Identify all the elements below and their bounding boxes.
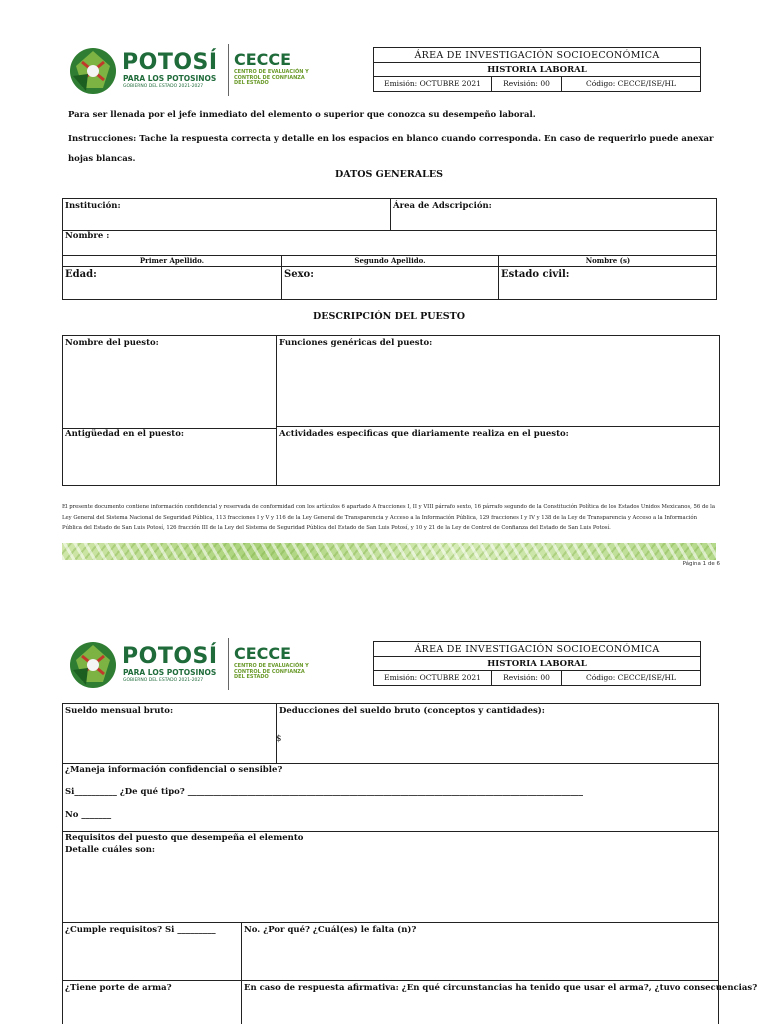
cecce-logo-text: CECCE: [234, 644, 292, 663]
dollar-sign: $: [276, 734, 282, 744]
no-field[interactable]: No _______: [65, 810, 112, 820]
cumple-requisitos-field[interactable]: ¿Cumple requisitos? Si _________: [65, 925, 216, 935]
area-title: ÁREA DE INVESTIGACIÓN SOCIOECONÓMICA: [374, 48, 700, 63]
potosi-logo-sub: PARA LOS POTOSINOS: [123, 668, 217, 677]
doc-title: HISTORIA LABORAL: [374, 657, 700, 671]
page-number: Página 1 de 6: [682, 561, 720, 567]
no-porque-field[interactable]: No. ¿Por qué? ¿Cuál(es) le falta (n)?: [244, 925, 417, 935]
header-logos: [68, 44, 313, 104]
doc-title: HISTORIA LABORAL: [374, 63, 700, 77]
requisitos-label: Requisitos del puesto que desempeña el elemento: [65, 833, 304, 843]
instructions-text: Instrucciones: Tache la respuesta correcta y detalle en los espacios en blanco cuando corresponda. En caso de requerirlo puede anexar hojas blancas.: [68, 134, 714, 164]
institucion-field[interactable]: Institución:: [65, 201, 121, 211]
antiguedad-field[interactable]: Antigüedad en el puesto:: [65, 429, 185, 439]
logo-divider: [228, 44, 229, 96]
document-header-box: [373, 47, 701, 92]
page2-form-table: [62, 703, 758, 1024]
segundo-apellido-label: Segundo Apellido.: [354, 256, 426, 265]
porte-arma-field[interactable]: ¿Tiene porte de arma?: [65, 983, 172, 993]
revision: Revisión: 00: [492, 77, 562, 91]
potosi-logo-sub2: GOBIERNO DEL ESTADO 2021-2027: [123, 678, 204, 683]
funciones-field[interactable]: Funciones genéricas del puesto:: [279, 338, 433, 348]
estado-civil-field[interactable]: Estado civil:: [501, 269, 570, 280]
intro-text: Para ser llenada por el jefe inmediato del elemento o superior que conozca su desempeño laboral.: [68, 110, 536, 120]
circunstancias-field[interactable]: En caso de respuesta afirmativa: ¿En qué circunstancias ha tenido que usar el arma?, ¿tuvo consecuencias?: [244, 983, 758, 993]
sexo-field[interactable]: Sexo:: [284, 269, 314, 280]
sueldo-field[interactable]: Sueldo mensual bruto:: [65, 706, 174, 716]
descripcion-table: [62, 335, 720, 486]
descripcion-puesto-title: DESCRIPCIÓN DEL PUESTO: [313, 311, 465, 322]
emision: Emisión: OCTUBRE 2021: [374, 77, 492, 91]
cecce-logo-sub: CENTRO DE EVALUACIÓN Y CONTROL DE CONFIANZA DEL ESTADO: [234, 69, 309, 86]
decorative-band: [62, 543, 716, 560]
potosi-logo-sub: PARA LOS POTOSINOS: [123, 74, 217, 83]
cecce-logo-text: CECCE: [234, 50, 292, 69]
logo-divider: [228, 638, 229, 690]
codigo: Código: CECCE/ISE/HL: [586, 673, 676, 682]
datos-generales-title: DATOS GENERALES: [335, 169, 443, 180]
potosi-logo-text: POTOSÍ: [122, 644, 218, 669]
si-tipo-field[interactable]: Si__________ ¿De qué tipo? _____________________________________________________________________________________________: [65, 787, 583, 797]
area-adscripcion-field[interactable]: Área de Adscripción:: [393, 201, 492, 211]
potosi-logo-text: POTOSÍ: [122, 50, 218, 75]
datos-generales-table: [62, 198, 717, 300]
detalle-field[interactable]: Detalle cuáles son:: [65, 845, 156, 855]
emision: Emisión: OCTUBRE 2021: [374, 671, 492, 685]
codigo: Código: CECCE/ISE/HL: [586, 79, 676, 88]
actividades-field[interactable]: Actividades especificas que diariamente realiza en el puesto:: [279, 429, 569, 439]
primer-apellido-label: Primer Apellido.: [139, 256, 205, 265]
deducciones-field[interactable]: Deducciones del sueldo bruto (conceptos y cantidades):: [279, 706, 545, 716]
edad-field[interactable]: Edad:: [65, 269, 97, 280]
potosi-logo-sub2: GOBIERNO DEL ESTADO 2021-2027: [123, 84, 204, 89]
maneja-info-question: ¿Maneja información confidencial o sensible?: [65, 765, 283, 775]
potosi-emblem-icon: [68, 46, 118, 96]
nombre-field[interactable]: Nombre :: [65, 231, 110, 241]
area-title: ÁREA DE INVESTIGACIÓN SOCIOECONÓMICA: [374, 642, 700, 657]
revision: Revisión: 00: [492, 671, 562, 685]
potosi-emblem-icon: [68, 640, 118, 690]
nombres-label: Nombre (s): [585, 256, 631, 265]
nombre-puesto-field[interactable]: Nombre del puesto:: [65, 338, 159, 348]
legal-notice: El presente documento contiene información confidencial y reservada de conformidad con los artículos 6 apartado A fracciones I, II y VIII párrafo sexto, 16 párrafo segundo de la Constitución Política de los Estados Unidos Mexicanos, 56 de la Ley General del Sistema Nacional de Seguridad Pública, 113 fracciones I y V y 116 de la Ley General de Transparencia y Acceso a la Información Pública, 129 fracciones I y IV y 138 de la Ley de Transparencia y Acceso a la Información Pública del Estado de San Luis Potosí, 126 fracción III de la Ley del Sistema de Seguridad Pública del Estado de San Luis Potosí, y 10 y 21 de la Ley de Control de Confianza del Estado de San Luis Potosí.: [62, 504, 716, 531]
cecce-logo-sub: CENTRO DE EVALUACIÓN Y CONTROL DE CONFIANZA DEL ESTADO: [234, 663, 309, 680]
document-header-box-page2: [373, 641, 701, 686]
header-logos-page2: [68, 638, 313, 698]
